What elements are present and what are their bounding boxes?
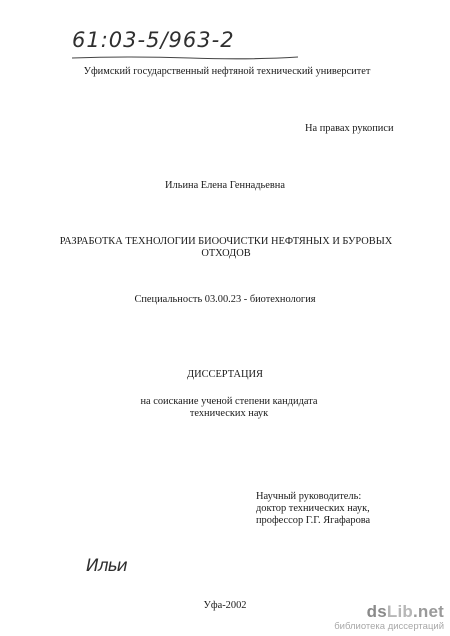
degree-line-2: технических наук <box>189 408 269 419</box>
watermark-net: .net <box>412 602 444 621</box>
author-name: Ильина Елена Геннадьевна <box>165 180 285 191</box>
degree-line-1: на соискание ученой степени кандидата <box>140 396 318 407</box>
handwritten-archive-code: 61:03-5/963-2 <box>72 28 235 52</box>
supervisor-name: профессор Г.Г. Ягафарова <box>256 515 371 526</box>
dissertation-title-line-2: ОТХОДОВ <box>201 248 251 259</box>
dissertation-title-line-1: РАЗРАБОТКА ТЕХНОЛОГИИ БИООЧИСТКИ НЕФТЯНЫХ И БУРОВЫХ <box>59 236 393 247</box>
watermark-lib: Lib <box>386 602 413 621</box>
city-year: Уфа-2002 <box>203 600 247 611</box>
supervisor-label: Научный руководитель: <box>256 491 362 502</box>
watermark-subtitle: библиотека диссертаций <box>334 621 444 632</box>
manuscript-note: На правах рукописи <box>305 123 394 134</box>
watermark-ds: ds <box>366 602 387 621</box>
dslib-logo <box>334 603 444 621</box>
handwritten-underline <box>70 55 300 61</box>
author-signature: Ильи <box>86 556 127 576</box>
document-type: ДИССЕРТАЦИЯ <box>187 369 263 380</box>
university-name: Уфимский государственный нефтяной технический университет <box>83 66 371 77</box>
dslib-watermark <box>334 603 444 632</box>
specialty: Специальность 03.00.23 - биотехнология <box>134 294 316 305</box>
supervisor-degree: доктор технических наук, <box>256 503 370 514</box>
